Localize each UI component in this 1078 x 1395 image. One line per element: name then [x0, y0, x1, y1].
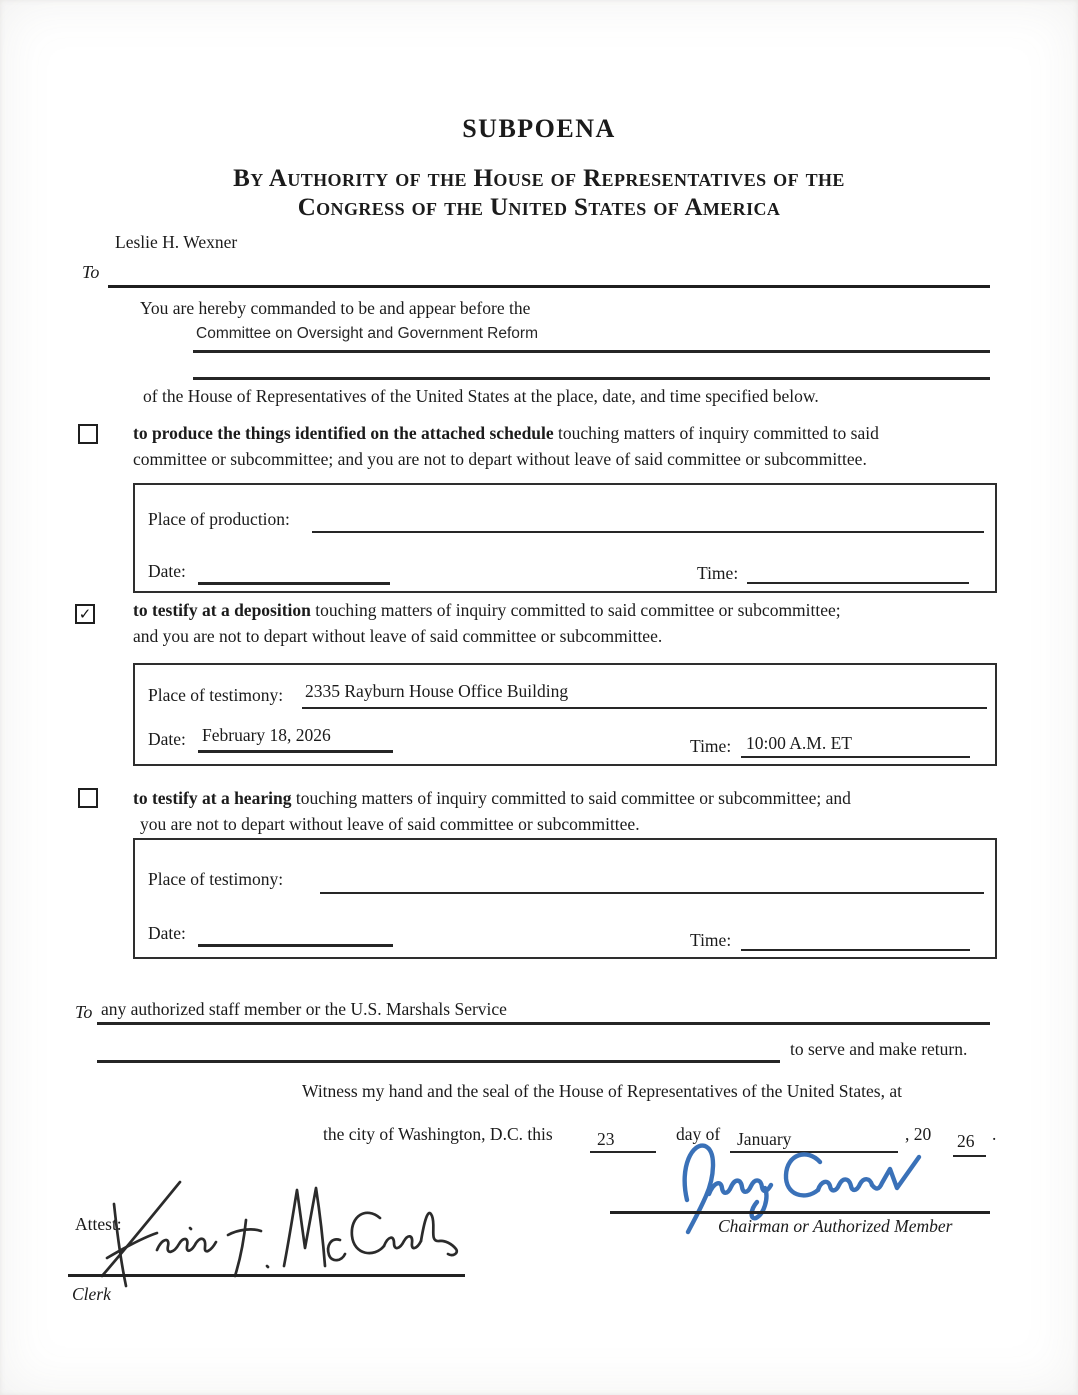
- hearing-time-label: Time:: [690, 930, 732, 950]
- produce-clause-rest: touching matters of inquiry committed to said: [553, 423, 879, 443]
- addressee-line: [108, 285, 990, 288]
- witness-day-of-label: day of: [676, 1124, 721, 1144]
- page-title: SUBPOENA: [462, 114, 616, 143]
- committee-name: Committee on Oversight and Government Reform: [196, 325, 538, 342]
- command-outro: of the House of Representatives of the United States at the place, date, and time specified below.: [143, 386, 819, 406]
- deposition-date-value: February 18, 2026: [202, 725, 331, 745]
- to-label: To: [82, 262, 100, 282]
- witness-period: .: [992, 1124, 997, 1144]
- authority-line-2: Congress of the United States of America: [297, 194, 781, 221]
- command-intro: You are hereby commanded to be and appear before the: [140, 298, 531, 318]
- deposition-time-value: 10:00 A.M. ET: [746, 733, 852, 753]
- hearing-place-label: Place of testimony:: [148, 869, 284, 889]
- hearing-date-line: [198, 944, 393, 947]
- checkmark-icon: ✓: [78, 604, 92, 623]
- production-date-label: Date:: [148, 561, 186, 581]
- hearing-time-line: [741, 949, 970, 951]
- witness-day-value: 23: [597, 1129, 615, 1149]
- service-to-label: To: [75, 1002, 93, 1022]
- witness-year-prefix: , 20: [905, 1124, 932, 1144]
- hearing-clause-bold: to testify at a hearing: [133, 788, 292, 808]
- deposition-clause-rest: touching matters of inquiry committed to said committee or subcommittee;: [310, 600, 841, 620]
- produce-clause: [133, 421, 999, 472]
- hearing-clause-rest: touching matters of inquiry committed to said committee or subcommittee; and: [291, 788, 851, 808]
- deposition-checkbox: [75, 604, 95, 624]
- production-box: [133, 483, 997, 593]
- hearing-checkbox: [78, 788, 98, 808]
- hearing-date-label: Date:: [148, 923, 186, 943]
- hearing-clause: [133, 786, 1005, 837]
- production-time-label: Time:: [697, 563, 739, 583]
- attest-label: Attest:: [75, 1214, 122, 1234]
- deposition-date-label: Date:: [148, 729, 186, 749]
- witness-line: Witness my hand and the seal of the House of Representatives of the United States, at: [302, 1081, 902, 1101]
- deposition-box: [133, 663, 997, 766]
- clerk-signature-line: [68, 1274, 465, 1277]
- deposition-clause: [133, 598, 1001, 649]
- deposition-clause-bold: to testify at a deposition: [133, 600, 311, 620]
- produce-clause-line2: committee or subcommittee; and you are not to depart without leave of said committee or subcommittee.: [133, 448, 867, 469]
- authority-heading: [0, 164, 1078, 222]
- clerk-title: Clerk: [72, 1284, 111, 1304]
- place-of-testimony-label: Place of testimony:: [148, 685, 284, 705]
- committee-line-2: [193, 377, 990, 380]
- production-time-line: [747, 582, 969, 584]
- addressee-name: Leslie H. Wexner: [115, 232, 238, 252]
- produce-clause-bold: to produce the things identified on the attached schedule: [133, 423, 554, 443]
- place-of-production-line: [312, 531, 984, 533]
- witness-month-value: January: [737, 1129, 792, 1149]
- chairman-title: Chairman or Authorized Member: [718, 1216, 953, 1236]
- witness-city-prefix: the city of Washington, D.C. this: [323, 1124, 553, 1144]
- witness-day-line: [590, 1151, 656, 1153]
- serve-and-return-text: to serve and make return.: [790, 1039, 968, 1059]
- produce-checkbox: [78, 424, 98, 444]
- deposition-time-label: Time:: [690, 736, 732, 756]
- hearing-place-line: [320, 892, 984, 894]
- hearing-clause-line2: you are not to depart without leave of said committee or subcommittee.: [140, 813, 640, 834]
- place-of-testimony-line: [302, 707, 987, 709]
- hearing-box: [133, 838, 997, 959]
- authority-line-1: By Authority of the House of Representatives of the: [233, 165, 845, 192]
- production-date-line: [198, 582, 390, 585]
- place-of-testimony-value: 2335 Rayburn House Office Building: [305, 681, 569, 701]
- deposition-clause-line2: and you are not to depart without leave of said committee or subcommittee.: [133, 625, 663, 646]
- committee-line: [193, 350, 990, 353]
- witness-year-value: 26: [957, 1131, 975, 1151]
- place-of-production-label: Place of production:: [148, 509, 290, 529]
- service-recipient: any authorized staff member or the U.S. Marshals Service: [101, 999, 507, 1019]
- deposition-time-line: [741, 756, 970, 758]
- service-line-2: [97, 1060, 780, 1063]
- service-line-1: [97, 1022, 990, 1025]
- deposition-date-line: [198, 750, 393, 753]
